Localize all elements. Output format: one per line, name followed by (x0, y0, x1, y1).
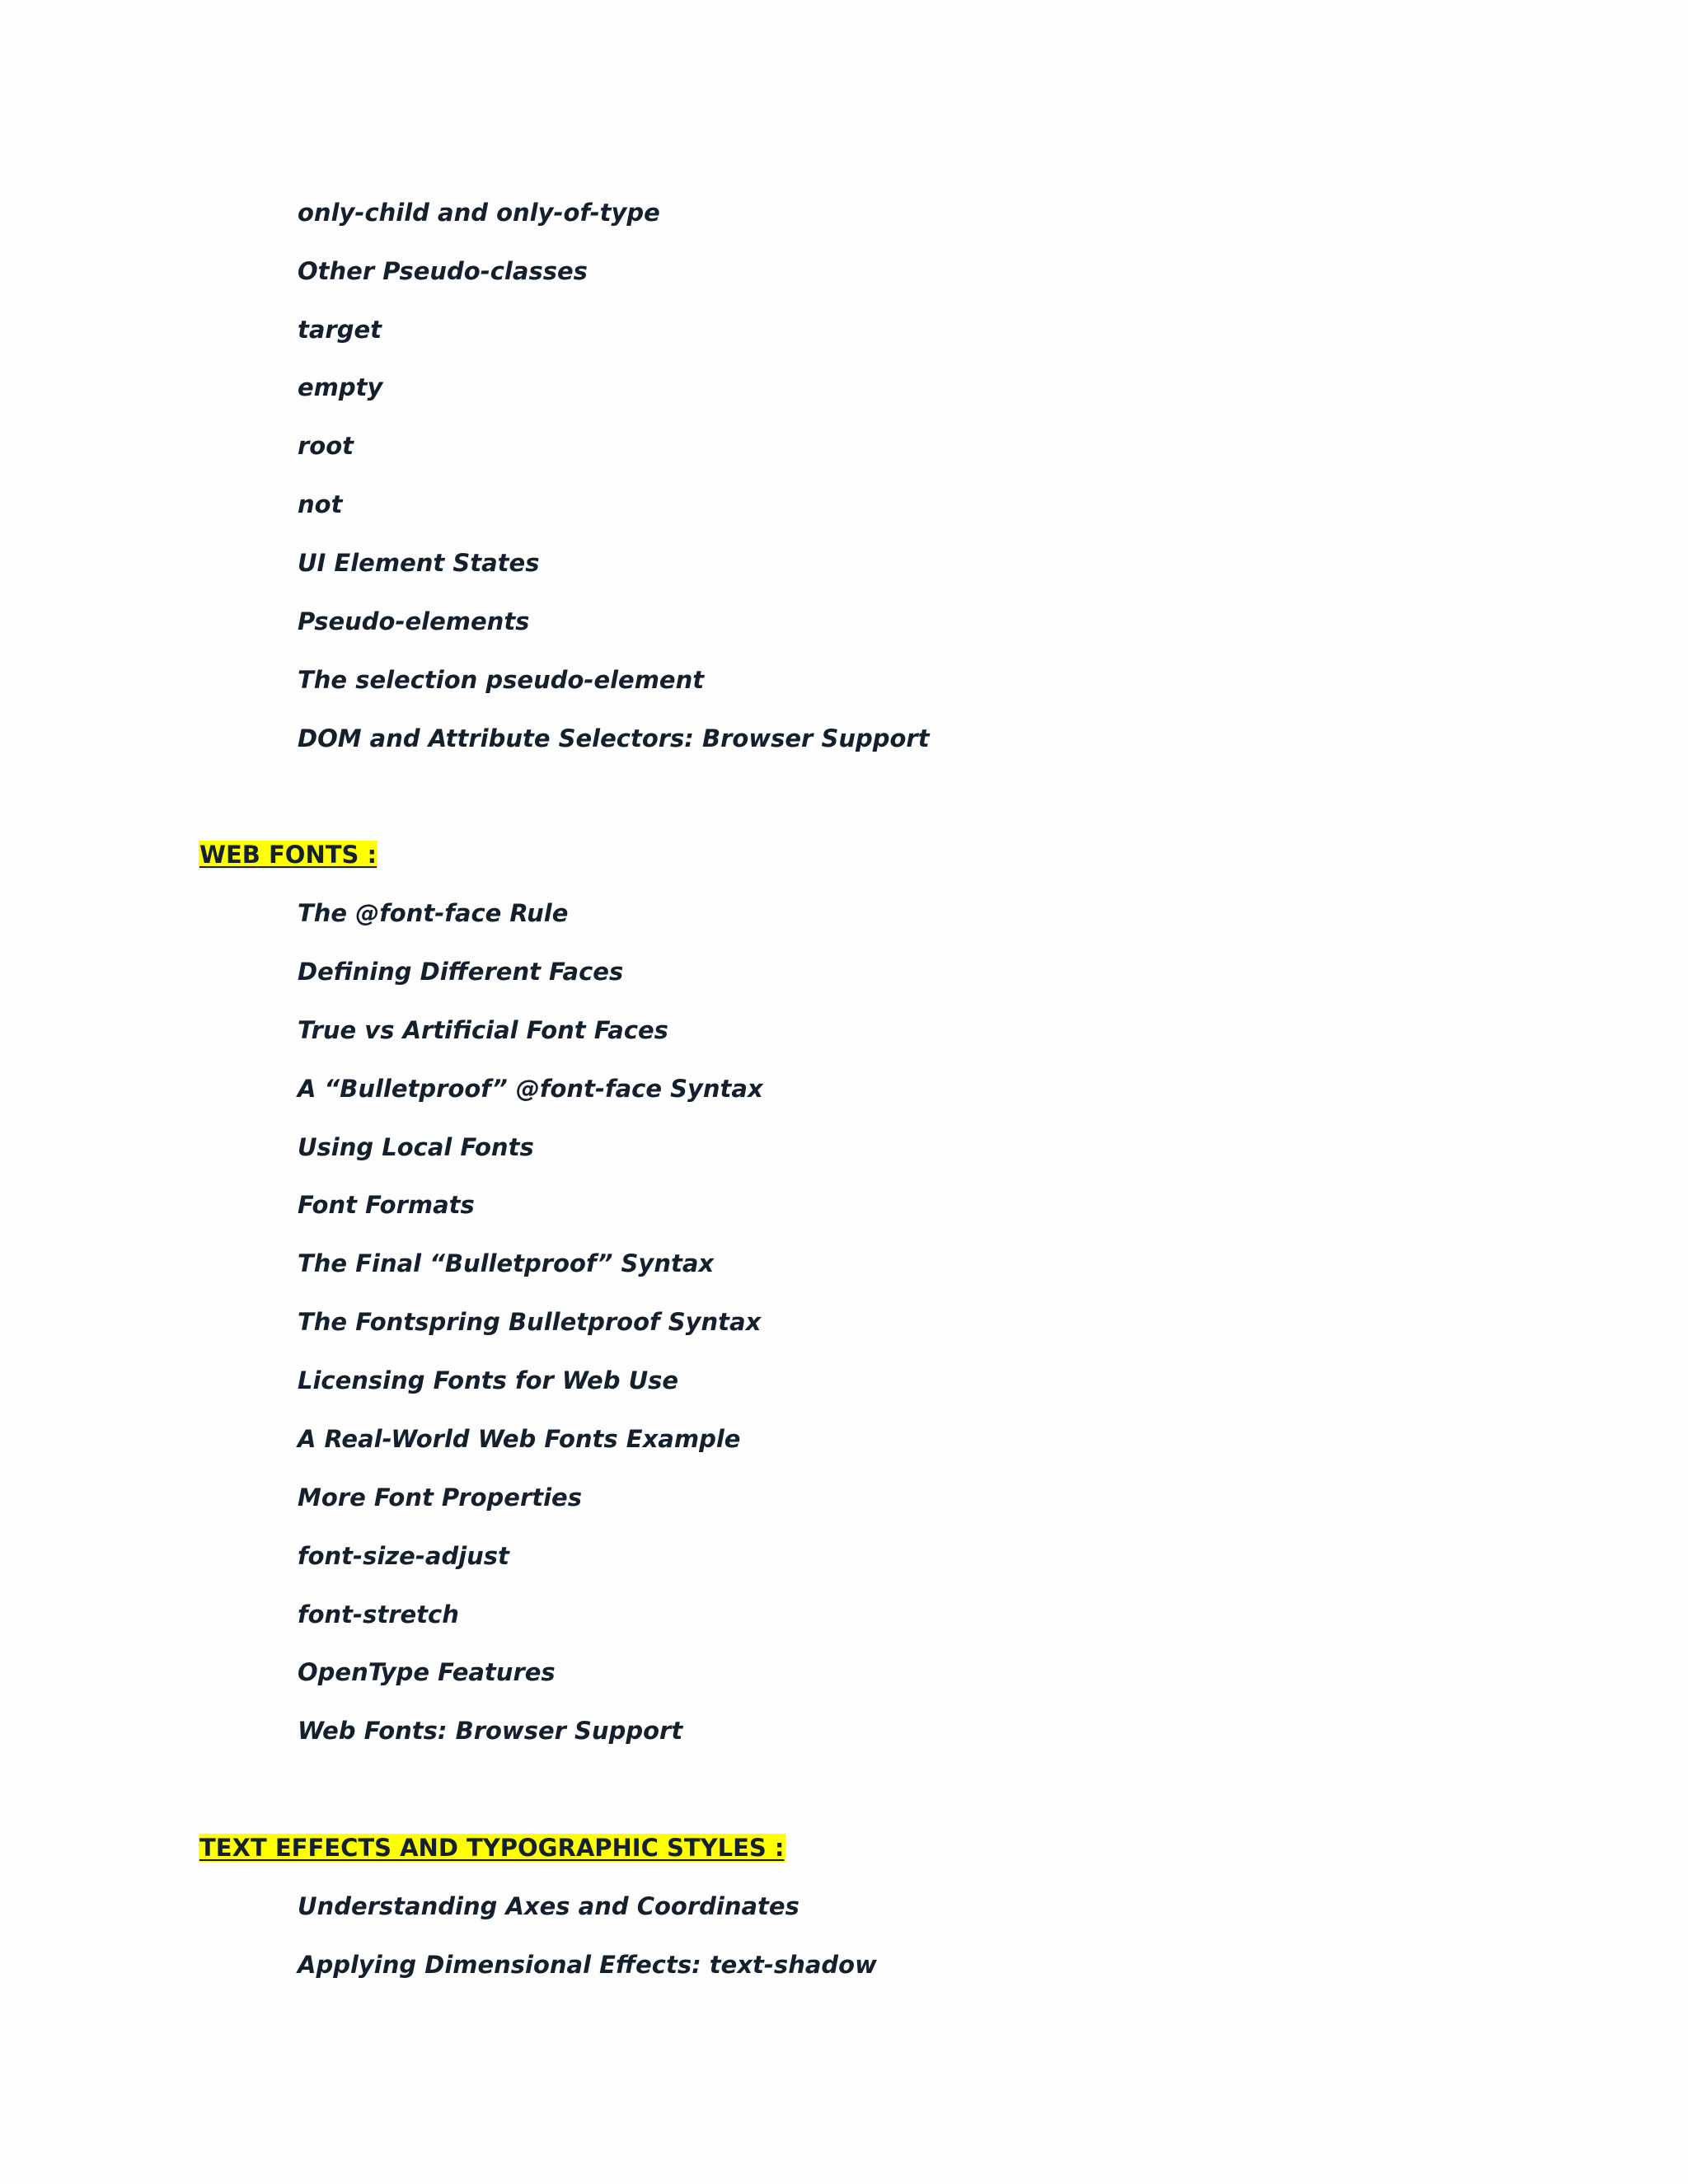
list-item: A “Bulletproof” @font-face Syntax (298, 1075, 763, 1103)
list-item: Other Pseudo-classes (298, 257, 588, 285)
list-item: The Fontspring Bulletproof Syntax (298, 1308, 762, 1336)
list-item: Licensing Fonts for Web Use (298, 1366, 679, 1394)
list-item: empty (298, 373, 383, 401)
list-item: The Final “Bulletproof” Syntax (298, 1249, 715, 1277)
list-item: More Font Properties (298, 1483, 582, 1511)
list-item: font-size-adjust (298, 1542, 509, 1570)
list-item: The @font-face Rule (298, 899, 569, 927)
list-item: font-stretch (298, 1601, 459, 1629)
list-item: Understanding Axes and Coordinates (298, 1892, 799, 1920)
list-item: Applying Dimensional Effects: text-shadow (298, 1951, 877, 1979)
list-item: OpenType Features (298, 1658, 556, 1686)
list-item: target (298, 316, 382, 344)
list-item: Pseudo-elements (298, 607, 530, 635)
list-item: not (298, 490, 343, 518)
list-item: Defining Different Faces (298, 958, 624, 986)
list-item: Font Formats (298, 1191, 475, 1219)
list-item: only-child and only-of-type (298, 199, 660, 227)
list-item: The selection pseudo-element (298, 666, 705, 694)
list-item: DOM and Attribute Selectors: Browser Support (298, 724, 930, 752)
list-item: Web Fonts: Browser Support (298, 1717, 683, 1745)
list-item: Using Local Fonts (298, 1133, 534, 1161)
list-item: True vs Artificial Font Faces (298, 1016, 668, 1044)
section-heading-text-effects (199, 1833, 785, 1863)
list-item: A Real-World Web Fonts Example (298, 1425, 741, 1453)
list-item: UI Element States (298, 549, 540, 577)
section-heading-web-fonts (199, 840, 377, 869)
section-heading-label: TEXT EFFECTS AND TYPOGRAPHIC STYLES : (199, 1834, 785, 1862)
section-heading-label: WEB FONTS : (199, 841, 377, 869)
list-item: root (298, 432, 354, 460)
